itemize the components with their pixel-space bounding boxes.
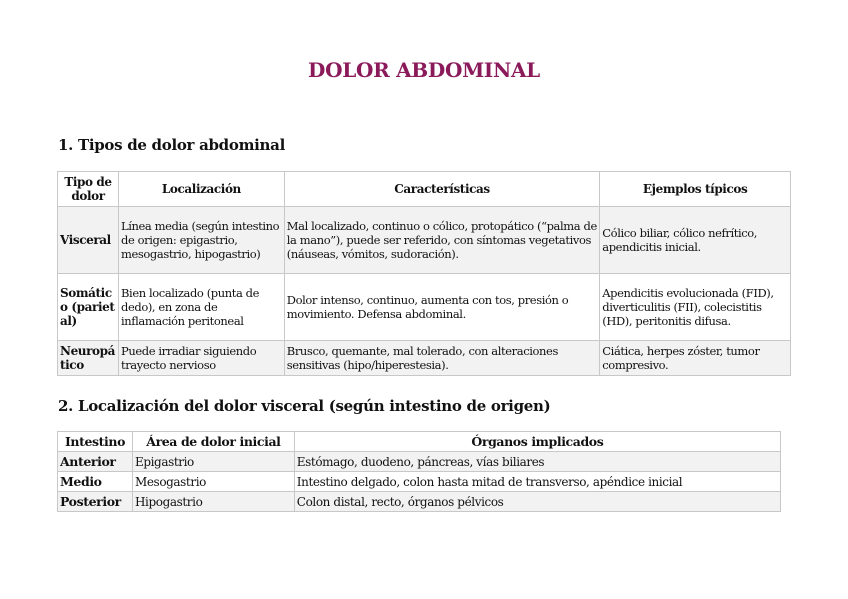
table-row (58, 492, 781, 512)
table-row (58, 274, 791, 341)
page-title: DOLOR ABDOMINAL (308, 58, 540, 82)
table-cell: Epigastrio (132, 452, 294, 472)
column-header: Órganos implicados (294, 432, 780, 452)
table-cell: Dolor intenso, continuo, aumenta con tos, presión o movimiento. Defensa abdominal. (284, 274, 599, 341)
table-row (58, 341, 791, 376)
table-cell: Brusco, quemante, mal tolerado, con alteraciones sensitivas (hipo/hiperestesia). (284, 341, 599, 376)
table-cell: Apendicitis evolucionada (FID), diverticulitis (FII), colecistitis (HD), peritonitis difusa. (600, 274, 791, 341)
table-header-row (58, 432, 781, 452)
column-header: Tipo de dolor (58, 172, 119, 207)
column-header: Ejemplos típicos (600, 172, 791, 207)
table-cell: Cólico biliar, cólico nefrítico, apendicitis inicial. (600, 207, 791, 274)
row-label: Somático (parietal) (58, 274, 119, 341)
table-cell: Hipogastrio (132, 492, 294, 512)
table-header-row (58, 172, 791, 207)
table-cell: Mesogastrio (132, 472, 294, 492)
section-heading-types: 1. Tipos de dolor abdominal (58, 136, 285, 154)
section-heading-visceral: 2. Localización del dolor visceral (según intestino de origen) (58, 397, 551, 415)
table-cell: Mal localizado, continuo o cólico, protopático (“palma de la mano”), puede ser referido, con síntomas vegetativos (náuseas, vómitos, sudoración). (284, 207, 599, 274)
row-label: Posterior (58, 492, 133, 512)
table-cell: Ciática, herpes zóster, tumor compresivo. (600, 341, 791, 376)
column-header: Características (284, 172, 599, 207)
table-row (58, 207, 791, 274)
table-row (58, 472, 781, 492)
table-cell: Bien localizado (punta de dedo), en zona de inflamación peritoneal (118, 274, 284, 341)
row-label: Visceral (58, 207, 119, 274)
table-cell: Puede irradiar siguiendo trayecto nervioso (118, 341, 284, 376)
table-row (58, 452, 781, 472)
column-header: Localización (118, 172, 284, 207)
column-header: Área de dolor inicial (132, 432, 294, 452)
pain-types-table (57, 171, 791, 376)
table-cell: Línea media (según intestino de origen: epigastrio, mesogastrio, hipogastrio) (118, 207, 284, 274)
row-label: Neuropático (58, 341, 119, 376)
column-header: Intestino (58, 432, 133, 452)
row-label: Medio (58, 472, 133, 492)
table-cell: Intestino delgado, colon hasta mitad de transverso, apéndice inicial (294, 472, 780, 492)
table-cell: Estómago, duodeno, páncreas, vías biliares (294, 452, 780, 472)
table-cell: Colon distal, recto, órganos pélvicos (294, 492, 780, 512)
row-label: Anterior (58, 452, 133, 472)
visceral-location-table (57, 431, 781, 512)
